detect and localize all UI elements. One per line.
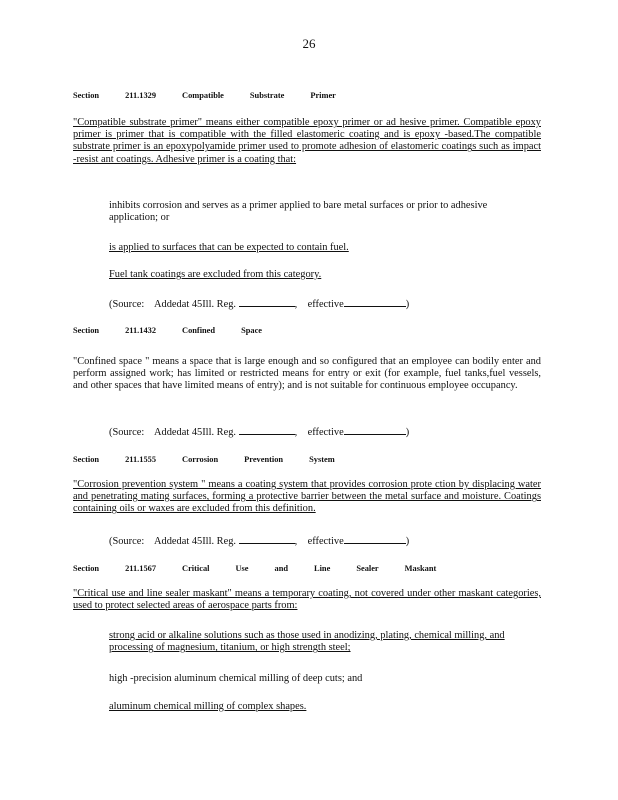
list-item: Fuel tank coatings are excluded from this category. <box>109 269 322 280</box>
page-number: 26 <box>302 36 316 51</box>
heading-word: Critical <box>182 564 210 573</box>
list-item: inhibits corrosion and serves as a primer applied to bare metal surfaces or prior to adhesive application; or <box>109 200 488 224</box>
heading-word: 211.1567 <box>125 564 157 573</box>
section-heading-confined-space <box>73 326 288 335</box>
source-line <box>109 425 409 438</box>
heading-word: Primer <box>310 91 336 100</box>
heading-word: Compatible <box>182 91 224 100</box>
heading-word: Confined <box>182 326 216 335</box>
source-effective: effective <box>307 536 344 547</box>
heading-word: Maskant <box>404 564 437 573</box>
list-item: high -precision aluminum chemical milling of deep cuts; and <box>109 673 363 684</box>
source-text: Addedat 45Ill. Reg. <box>154 427 236 438</box>
source-label: (Source: <box>109 299 145 310</box>
heading-word: Section <box>73 326 100 335</box>
section-heading-corrosion-prevention-system <box>73 455 361 464</box>
source-comma: , <box>294 536 298 547</box>
definition-compatible-substrate-primer: "Compatible substrate primer" means either compatible epoxy primer or ad hesive primer. Compatible epoxy primer is primer that is compatible with the filled elastomeric coating and is epoxy -based.The compatible substrate primer is an epoxypolyamide primer used to promote adhesion of elastomeric coatings such as impact -resist ant coatings. Adhesive primer is a coating that: <box>73 117 541 165</box>
section-heading-compatible-substrate-primer <box>73 91 362 100</box>
blank-reg <box>239 534 295 544</box>
blank-reg <box>239 297 295 307</box>
list-item: strong acid or alkaline solutions such as those used in anodizing, plating, chemical milling, and processing of magnesium, titanium, or high strength steel; <box>109 630 505 654</box>
source-comma: , <box>294 427 298 438</box>
source-text: Addedat 45Ill. Reg. <box>154 536 236 547</box>
source-effective: effective <box>307 299 344 310</box>
definition-confined-space: "Confined space " means a space that is large enough and so configured that an employee can bodily enter and perform assigned work; has limited or restricted means for entry or exit (for example, fuel tanks,fuel vessels, and other spaces that have limited means of entry); and is not suitable for continuous employee occupancy. <box>73 356 541 392</box>
source-close: ) <box>405 536 410 547</box>
source-comma: , <box>294 299 298 310</box>
heading-word: Sealer <box>356 564 379 573</box>
blank-reg <box>239 425 295 435</box>
heading-word: 211.1555 <box>125 455 157 464</box>
heading-word: Substrate <box>249 91 285 100</box>
blank-effective <box>344 425 406 435</box>
blank-effective <box>344 534 406 544</box>
definition-critical-use-line-sealer-maskant: "Critical use and line sealer maskant" means a temporary coating, not covered under other maskant categories, used to protect selected areas of aerospace parts from: <box>73 588 541 612</box>
source-line <box>109 534 409 547</box>
list-item: is applied to surfaces that can be expected to contain fuel. <box>109 242 349 253</box>
blank-effective <box>344 297 406 307</box>
source-close: ) <box>405 427 410 438</box>
heading-word: Line <box>314 564 331 573</box>
source-label: (Source: <box>109 427 145 438</box>
heading-word: System <box>309 455 335 464</box>
heading-word: Corrosion <box>182 455 219 464</box>
heading-word: and <box>274 564 289 573</box>
source-line <box>109 297 409 310</box>
heading-word: 211.1329 <box>125 91 157 100</box>
heading-word: Space <box>241 326 262 335</box>
source-effective: effective <box>307 427 344 438</box>
heading-word: Prevention <box>244 455 284 464</box>
heading-word: Section <box>73 91 100 100</box>
heading-word: Section <box>73 564 100 573</box>
source-label: (Source: <box>109 536 145 547</box>
definition-corrosion-prevention-system: "Corrosion prevention system " means a coating system that provides corrosion prote ction by displacing water and penetrating mating surfaces, forming a protective barrier between the metal surface and moisture. Coatings containing oils or waxes are excluded from this definition. <box>73 479 541 515</box>
source-close: ) <box>405 299 410 310</box>
heading-word: Use <box>235 564 249 573</box>
heading-word: Section <box>73 455 100 464</box>
source-text: Addedat 45Ill. Reg. <box>154 299 236 310</box>
section-heading-critical-use-line-sealer-maskant <box>73 564 462 573</box>
heading-word: 211.1432 <box>125 326 157 335</box>
list-item: aluminum chemical milling of complex shapes. <box>109 701 307 712</box>
